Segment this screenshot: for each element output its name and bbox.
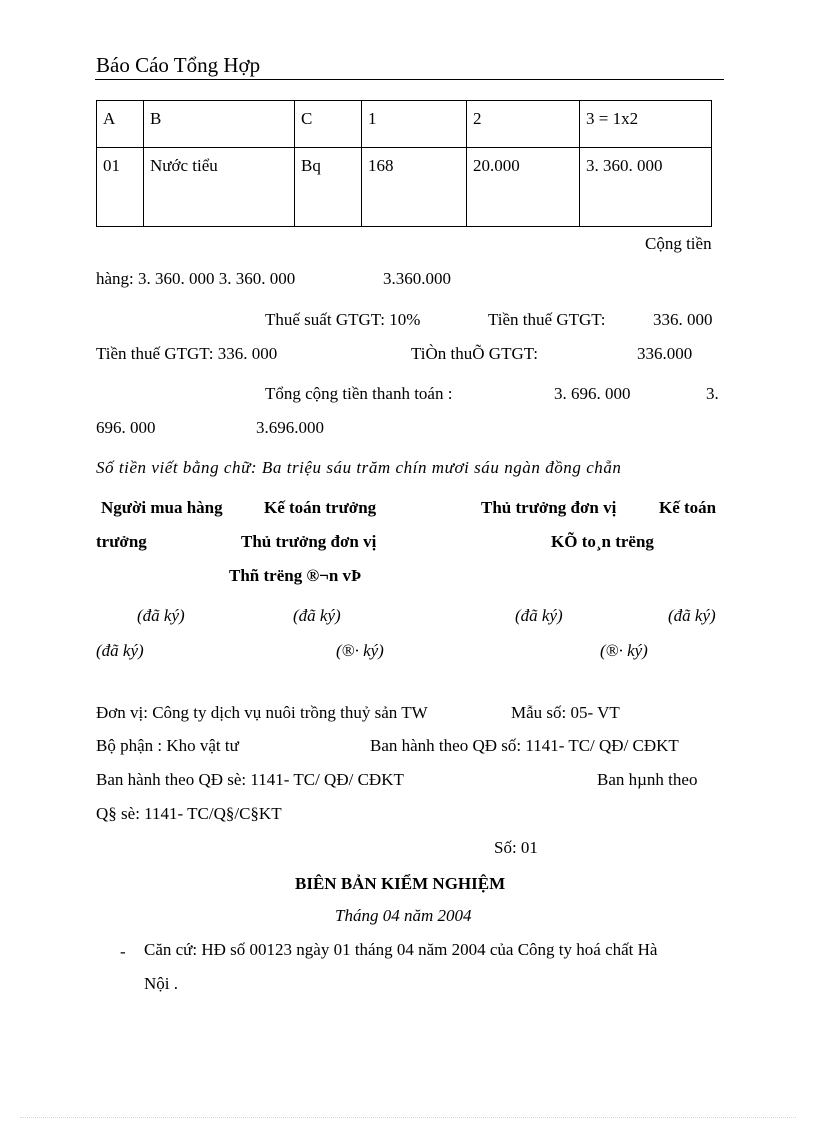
don-vi: Đơn vị: Công ty dịch vụ nuôi trồng thuỷ sản TW — [96, 703, 428, 722]
table-cell: Nước tiểu — [144, 148, 295, 227]
table-cell: 01 — [97, 148, 144, 227]
amount-in-words: Số tiền viết bằng chữ: Ba triệu sáu trăm chín mươi sáu ngàn đồng chẵn — [96, 458, 622, 477]
document-title: BIÊN BẢN KIỂM NGHIỆM — [295, 874, 506, 893]
ban-hanh-3a: Ban hµnh theo — [597, 770, 698, 789]
can-cu-line-1: Căn cứ: HĐ số 00123 ngày 01 tháng 04 năm 2004 của Công ty hoá chất Hà — [144, 940, 658, 959]
table-header-cell: A — [97, 101, 144, 148]
tien-thue-value: 336. 000 — [653, 310, 713, 329]
table-header-cell: 1 — [362, 101, 467, 148]
sig-thu-truong-garbled: Thñ trëng ®¬n vÞ — [229, 566, 362, 585]
table-cell: Bq — [295, 148, 362, 227]
mau-so: Mẫu số: 05- VT — [511, 703, 620, 722]
sig-nguoi-mua: Người mua hàng — [101, 498, 223, 517]
table-cell: 20.000 — [467, 148, 580, 227]
tien-thue-garbled: TiÒn thuÕ GTGT: — [411, 344, 538, 363]
tien-thue-label: Tiền thuế GTGT: — [488, 310, 606, 329]
tien-thue-2: Tiền thuế GTGT: 336. 000 — [96, 344, 278, 363]
bo-phan: Bộ phận : Kho vật tư — [96, 736, 239, 755]
sig-ke-toan-garbled: KÕ to¸n trëng — [551, 532, 654, 551]
sig-thu-truong: Thủ trưởng đơn vị — [481, 498, 617, 517]
table-header-cell: C — [295, 101, 362, 148]
table-header-cell: 3 = 1x2 — [580, 101, 712, 148]
ban-hanh-1: Ban hành theo QĐ số: 1141- TC/ QĐ/ CĐKT — [370, 736, 679, 755]
tong-split-b: 696. 000 — [96, 418, 156, 437]
tong-cong-value-2: 3.696.000 — [256, 418, 324, 437]
hang-value: 3.360.000 — [383, 269, 451, 288]
hang-line: hàng: 3. 360. 000 3. 360. 000 — [96, 269, 296, 288]
tong-cong-label: Tổng cộng tiền thanh toán : — [265, 384, 453, 403]
table-row — [97, 148, 712, 227]
table-cell: 3. 360. 000 — [580, 148, 712, 227]
sig-thu-truong-2: Thủ trưởng đơn vị — [241, 532, 377, 551]
tong-cong-value: 3. 696. 000 — [554, 384, 631, 403]
cong-tien-label: Cộng tiền — [645, 234, 712, 253]
ban-hanh-3b: Q§ sè: 1141- TC/Q§/C§KT — [96, 804, 282, 823]
table-header-row — [97, 101, 712, 148]
document-date: Tháng 04 năm 2004 — [335, 906, 472, 925]
sig-truong: trưởng — [96, 532, 147, 551]
tien-thue-garbled-value: 336.000 — [637, 344, 693, 363]
sig-ke-toan: Kế toán — [659, 498, 717, 517]
table-header-cell: 2 — [467, 101, 580, 148]
tong-split-a: 3. — [706, 384, 719, 403]
signed-mark: (đã ký) — [293, 606, 341, 625]
signed-mark-garbled: (®· ký) — [600, 641, 648, 660]
signed-mark-garbled: (®· ký) — [336, 641, 384, 660]
page-bottom-divider — [20, 1117, 796, 1118]
table-cell: 168 — [362, 148, 467, 227]
ban-hanh-2: Ban hành theo QĐ sè: 1141- TC/ QĐ/ CĐKT — [96, 770, 404, 789]
signed-mark: (đã ký) — [668, 606, 716, 625]
table-header-cell: B — [144, 101, 295, 148]
goods-table — [96, 100, 712, 227]
signed-mark: (đã ký) — [137, 606, 185, 625]
document-number: Số: 01 — [494, 838, 538, 857]
signed-mark: (đã ký) — [515, 606, 563, 625]
sig-ke-toan-truong: Kế toán trưởng — [264, 498, 377, 517]
thue-suat: Thuế suất GTGT: 10% — [265, 310, 421, 329]
bullet-dash: - — [120, 942, 126, 961]
can-cu-line-2: Nội . — [144, 974, 178, 993]
header-rule — [95, 79, 724, 80]
signed-mark: (đã ký) — [96, 641, 144, 660]
page-header-title: Báo Cáo Tổng Hợp — [96, 53, 261, 77]
